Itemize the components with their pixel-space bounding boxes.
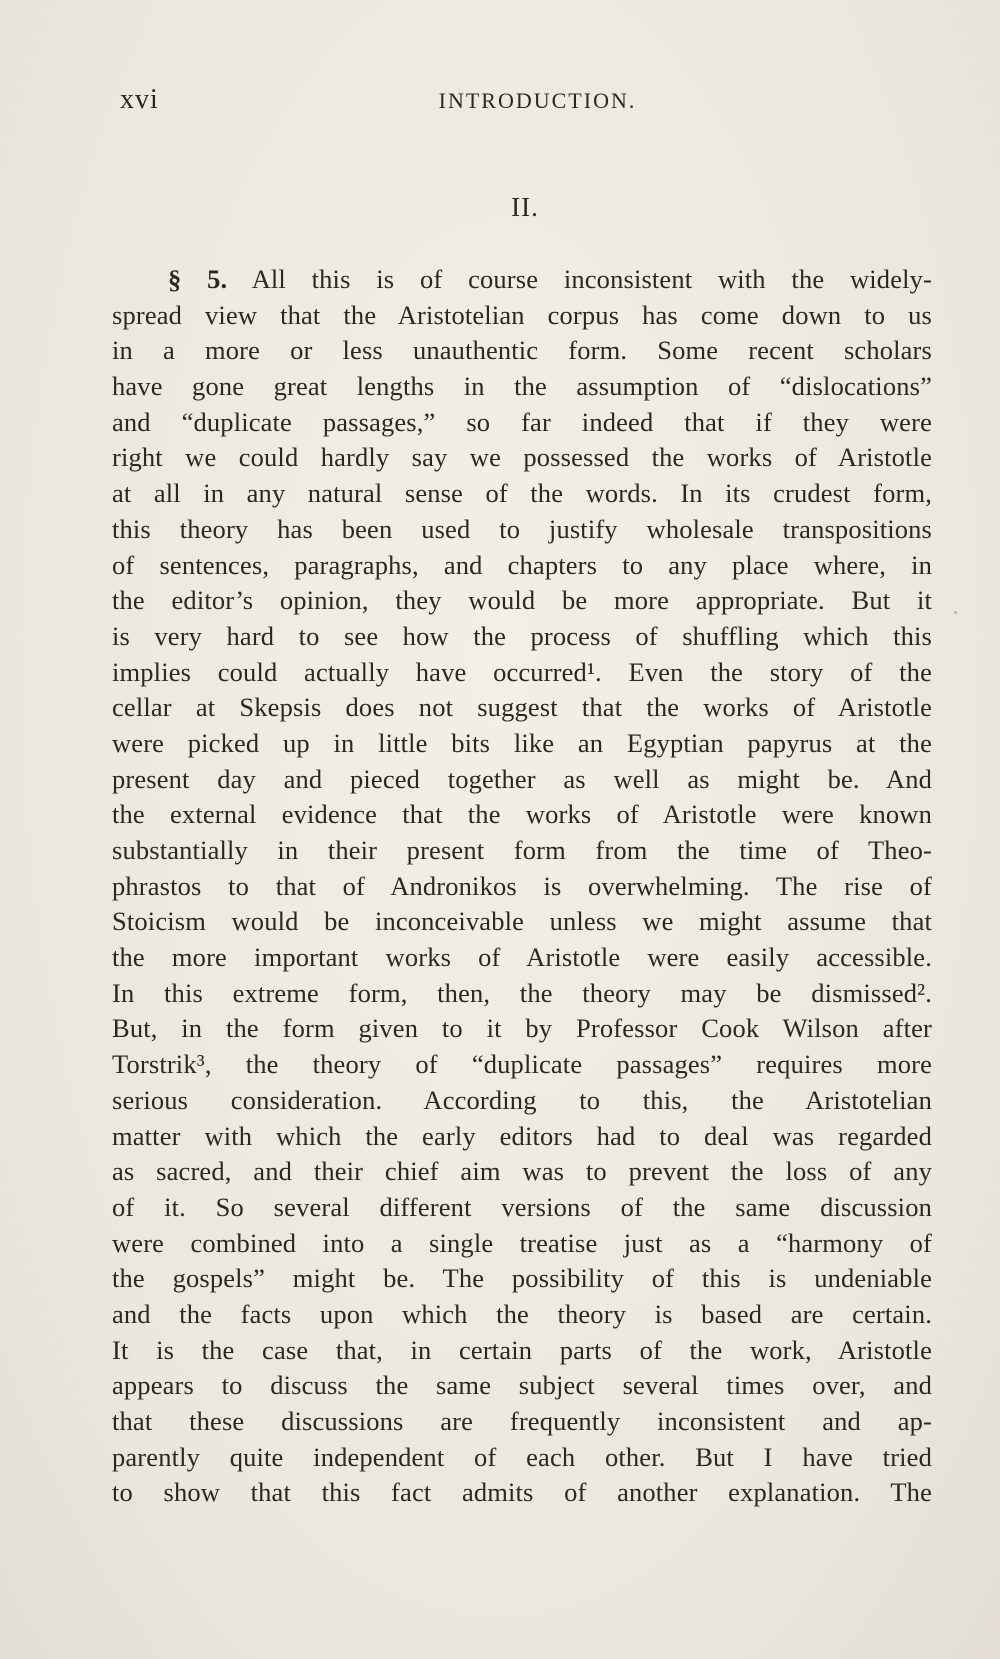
text-line: were picked up in little bits like an Egyptian papyrus at the <box>112 727 932 758</box>
text-line: were combined into a single treatise just as a “harmony of <box>112 1227 932 1258</box>
text-line: It is the case that, in certain parts of the work, Aristotle <box>112 1334 932 1365</box>
text-line: phrastos to that of Andronikos is overwhelming. The rise of <box>112 870 932 901</box>
running-head <box>120 84 925 124</box>
text-line-content: All this is of course inconsistent with the widely- <box>251 264 932 294</box>
text-line: this theory has been used to justify wholesale transpositions <box>112 513 932 544</box>
text-line: Stoicism would be inconceivable unless we might assume that <box>112 906 932 937</box>
text-line: the external evidence that the works of Aristotle were known <box>112 799 932 830</box>
text-line: In this extreme form, then, the theory may be dismissed². <box>112 977 932 1008</box>
section-heading: II. <box>511 192 539 222</box>
text-line: serious consideration. According to this, the Aristotelian <box>112 1084 932 1115</box>
text-line: substantially in their present form from the time of Theo- <box>112 835 932 865</box>
text-line: parently quite independent of each other. But I have tried <box>112 1441 932 1472</box>
text-line: of sentences, paragraphs, and chapters to any place where, in <box>112 549 932 580</box>
text-line: that these discussions are frequently inconsistent and ap- <box>112 1406 932 1436</box>
text-line: present day and pieced together as well as might be. And <box>112 763 932 794</box>
text-line: the more important works of Aristotle were easily accessible. <box>112 942 932 973</box>
text-line <box>112 262 932 298</box>
body-paragraph <box>112 262 932 1511</box>
page-number: xvi <box>120 84 159 115</box>
text-line: and the facts upon which the theory is based are certain. <box>112 1298 932 1329</box>
text-line: is very hard to see how the process of shuffling which this <box>112 620 932 651</box>
text-line: cellar at Skepsis does not suggest that the works of Aristotle <box>112 692 932 723</box>
text-line: the editor’s opinion, they would be more appropriate. But it <box>112 585 932 616</box>
text-line: in a more or less unauthentic form. Some recent scholars <box>112 335 932 366</box>
text-line: as sacred, and their chief aim was to prevent the loss of any <box>112 1156 932 1187</box>
text-line: appears to discuss the same subject several times over, and <box>112 1370 932 1401</box>
text-line: have gone great lengths in the assumption of “dislocations” <box>112 371 932 402</box>
text-line: Torstrik³, the theory of “duplicate passages” requires more <box>112 1049 932 1080</box>
text-line: to show that this fact admits of another explanation. The <box>112 1477 932 1508</box>
text-line: But, in the form given to it by Professor Cook Wilson after <box>112 1013 932 1044</box>
text-line: the gospels” might be. The possibility of this is undeniable <box>112 1263 932 1294</box>
text-line: and “duplicate passages,” so far indeed that if they were <box>112 406 932 437</box>
text-line: at all in any natural sense of the words. In its crudest form, <box>112 478 932 509</box>
text-line: matter with which the early editors had to deal was regarded <box>112 1120 932 1151</box>
running-title: INTRODUCTION. <box>438 88 637 113</box>
paper-speck <box>954 611 957 614</box>
text-line: spread view that the Aristotelian corpus has come down to us <box>112 299 932 330</box>
text-line: right we could hardly say we possessed the works of Aristotle <box>112 442 932 473</box>
text-line: of it. So several different versions of the same discussion <box>112 1191 932 1222</box>
section-mark: § 5. <box>168 264 228 294</box>
text-line: implies could actually have occurred¹. Even the story of the <box>112 656 932 687</box>
